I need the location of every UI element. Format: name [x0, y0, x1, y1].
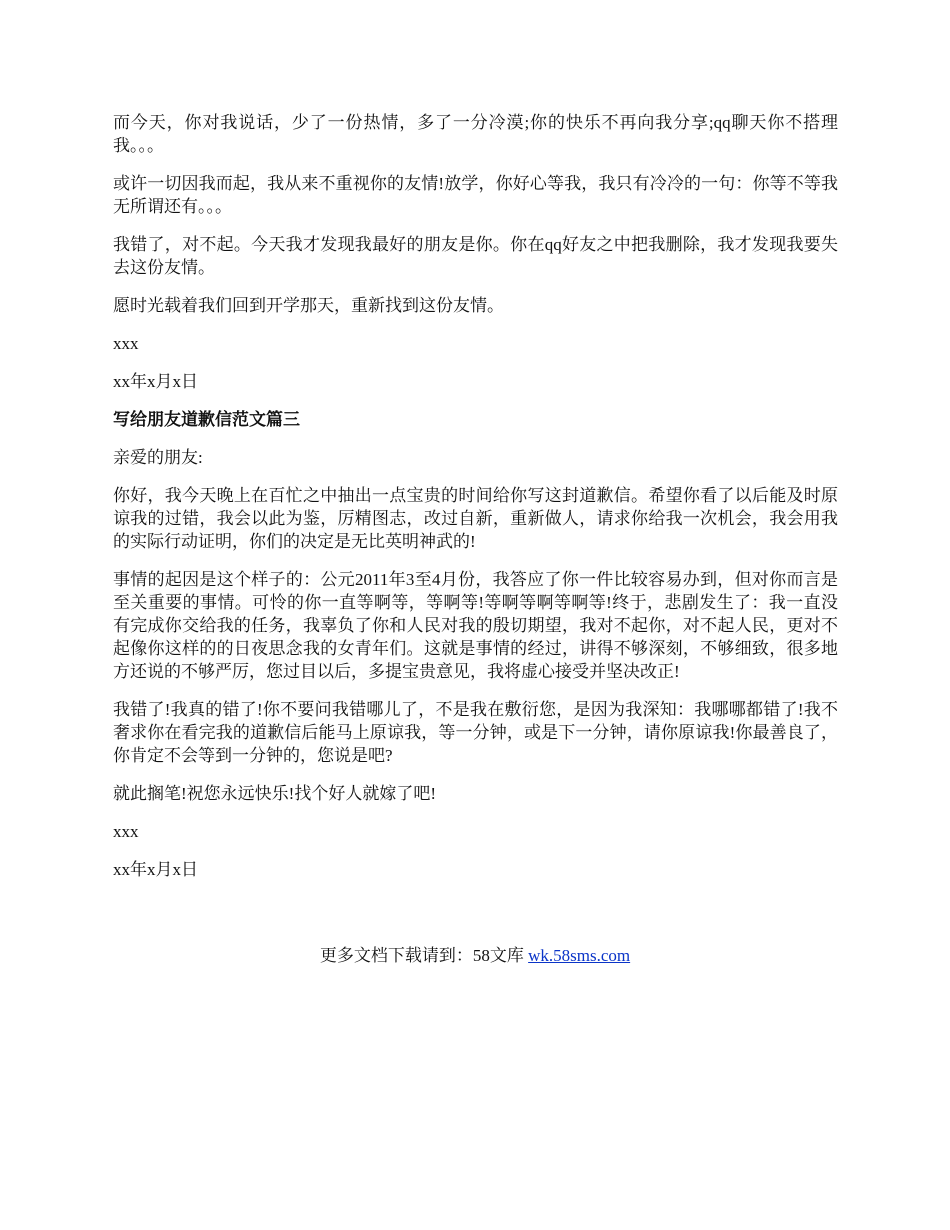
greeting: 亲爱的朋友: [113, 448, 203, 467]
paragraph-apology: 我错了!我真的错了!你不要问我错哪儿了，不是我在敷衍您，是因为我深知：我哪哪都错了!我不奢求你在看完我的道歉信后能马上原谅我，等一分钟，或是下一分钟，请你原谅我!你最善良了，你肯定不会等到一分钟的，您说是吧? [113, 700, 838, 765]
footer-text: 更多文档下载请到：58文库 [319, 946, 529, 965]
paragraph-story: 事情的起因是这个样子的：公元2011年3至4月份，我答应了你一件比较容易办到，但对你而言是至关重要的事情。可怜的你一直等啊等，等啊等!等啊等啊等啊等!终于，悲剧发生了：我一直没有完成你交给我的任务，我辜负了你和人民对我的殷切期望，我对不起你，对不起人民，更对不起像你这样的的日夜思念我的女青年们。这就是事情的经过，讲得不够深刻，不够细致，很多地方还说的不够严厉，您过目以后，多提宝贵意见，我将虚心接受并坚决改正! [113, 570, 838, 681]
document-body [113, 111, 838, 896]
paragraph-wish: 愿时光载着我们回到开学那天，重新找到这份友情。 [113, 296, 504, 315]
paragraph-intro: 你好，我今天晚上在百忙之中抽出一点宝贵的时间给你写这封道歉信。希望你看了以后能及时原谅我的过错，我会以此为鉴，厉精图志，改过自新，重新做人，请求你给我一次机会，我会用我的实际行动证明，你们的决定是无比英明神武的! [113, 486, 838, 551]
download-footer [0, 944, 950, 967]
paragraph-sorry: 我错了，对不起。今天我才发现我最好的朋友是你。你在qq好友之中把我删除，我才发现我要失去这份友情。 [113, 235, 838, 277]
footer-link[interactable]: wk.58sms.com [528, 946, 631, 965]
signature: xxx [113, 334, 139, 353]
paragraph-closing: 就此搁笔!祝您永远快乐!找个好人就嫁了吧! [113, 784, 436, 803]
date: xx年x月x日 [113, 372, 198, 391]
paragraph-today: 而今天，你对我说话，少了一份热情，多了一分冷漠;你的快乐不再向我分享;qq聊天你不搭理我。。。 [113, 113, 838, 155]
signature: xxx [113, 822, 139, 841]
paragraph-maybe: 或许一切因我而起，我从来不重视你的友情!放学，你好心等我，我只有冷冷的一句：你等不等我无所谓还有。。。 [113, 174, 838, 216]
date: xx年x月x日 [113, 860, 198, 879]
section-heading: 写给朋友道歉信范文篇三 [113, 410, 300, 429]
